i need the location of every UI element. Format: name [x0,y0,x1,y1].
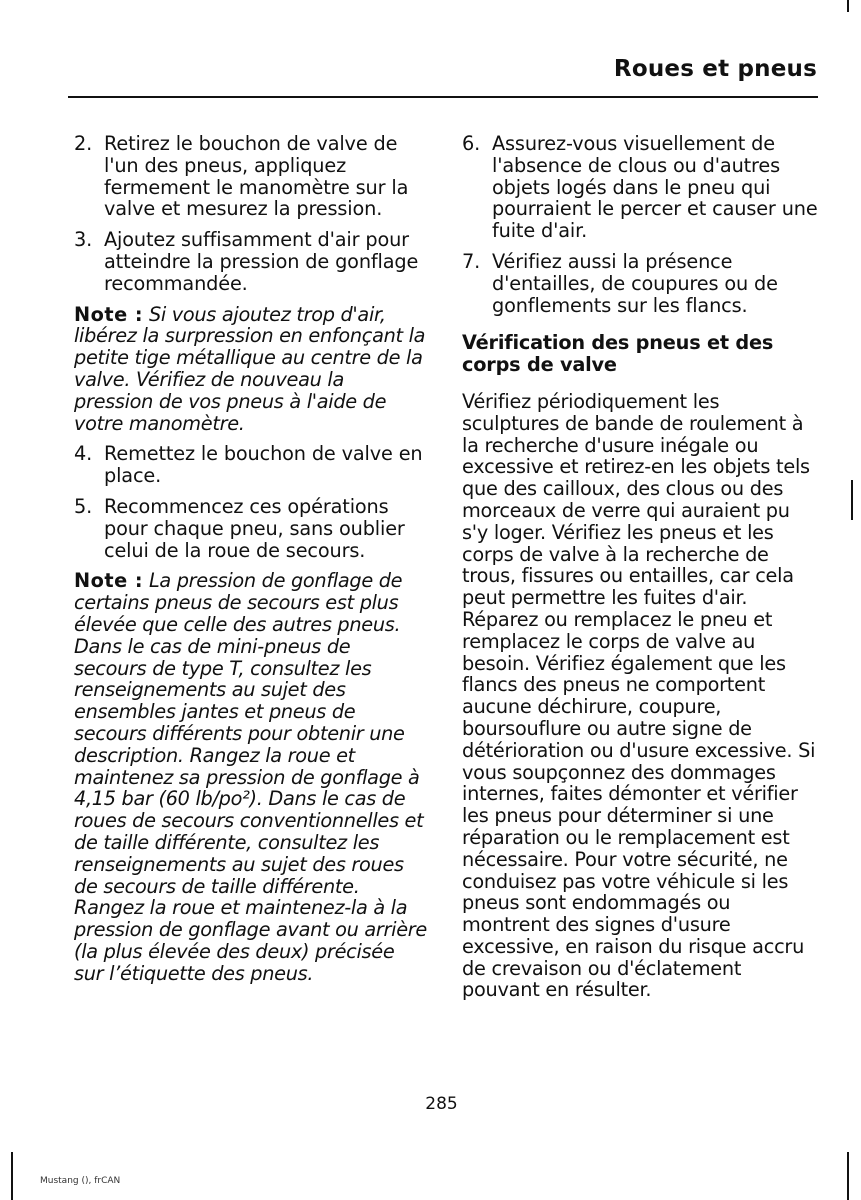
right-column [462,133,818,1001]
note-spare-tire-pressure [74,570,428,984]
body-paragraph: Vérifiez périodiquement les sculptures de bande de roulement à la recherche d'usure inégale ou excessive et retirez-en les objets tels que des cailloux, des clous ou des morceaux de verre qui auraient pu s'y loger. Vérifiez les pneus et les corps de valve à la recherche de trous, fissures ou entailles, car cela peut permettre les fuites d'air. Réparez ou remplacez le pneu et remplacez le corps de valve au besoin. Vérifiez également que les flancs des pneus ne comportent aucune déchirure, coupure, boursouflure ou autre signe de détérioration ou d'usure excessive. Si vous soupçonnez des dommages internes, faites démonter et vérifier les pneus pour déterminer si une réparation ou le remplacement est nécessaire. Pour votre sécurité, ne conduisez pas votre véhicule si les pneus sont endommagés ou montrent des signes d'usure excessive, en raison du risque accru de crevaison ou d'éclatement pouvant en résulter. [462,389,816,1002]
list-item-step-2 [74,133,428,220]
list-item-step-7 [462,251,818,316]
note-text: La pression de gonflage de certains pneus de secours est plus élevée que celle des autres pneus. Dans le cas de mini-pneus de secours de type T, consultez les renseignements au sujet des ensembles jantes et pneus de secours différents pour obtenir une description. Rangez la roue et maintenez sa pression de gonflage à 4,15 bar (60 lb/po²). Dans le cas de roues de secours conventionnelles et de taille différente, consultez les renseignements au sujet des roues de secours de taille différente. Rangez la roue et maintenez-la à la pression de gonflage avant ou arrière (la plus élevée des deux) précisée sur l’étiquette des pneus. [74,569,427,985]
left-column [74,133,428,993]
step-number: 6. [462,132,481,155]
list-item-step-4 [74,443,428,487]
step-number: 7. [462,249,481,273]
note-label: Note : [74,302,144,326]
header-divider [68,96,818,98]
step-text: Retirez le bouchon de valve de l'un des pneus, appliquez fermement le manomètre sur la valve et mesurez la pression. [104,132,409,221]
step-text: Vérifiez aussi la présence d'entailles, de coupures ou de gonflements sur les flancs. [492,249,778,317]
step-number: 3. [74,228,93,252]
page-title: Roues et pneus [613,56,817,82]
step-text: Assurez-vous visuellement de l'absence de clous ou d'autres objets logés dans le pneu qui pourraient le percer et causer une fuite d'air. [492,132,818,243]
step-number: 4. [74,442,93,466]
crop-mark-left [11,1152,13,1200]
section-heading: Vérification des pneus et des corps de valve [462,331,774,377]
step-number: 5. [74,494,93,518]
footer-label: Mustang (), frCAN [40,1176,121,1186]
step-text: Recommencez ces opérations pour chaque pneu, sans oublier celui de la roue de secours. [104,494,405,562]
crop-mark-right-top [847,0,849,12]
note-text: Si vous ajoutez trop d'air, libérez la surpression en enfonçant la petite tige métallique au centre de la valve. Vérifiez de nouveau la pression de vos pneus à l'aide de votre manomètre. [74,302,426,435]
step-text: Remettez le bouchon de valve en place. [104,442,423,488]
list-item-step-5 [74,496,428,561]
crop-mark-right-bottom [847,1152,849,1200]
page-number: 285 [425,1094,458,1114]
note-overinflation [74,304,428,435]
list-item-step-6 [462,133,818,242]
list-item-step-3 [74,229,428,294]
step-number: 2. [74,132,93,155]
step-text: Ajoutez suffisamment d'air pour atteindre la pression de gonflage recommandée. [104,228,419,295]
crop-mark-right-mid [851,480,853,520]
note-label: Note : [74,569,144,593]
